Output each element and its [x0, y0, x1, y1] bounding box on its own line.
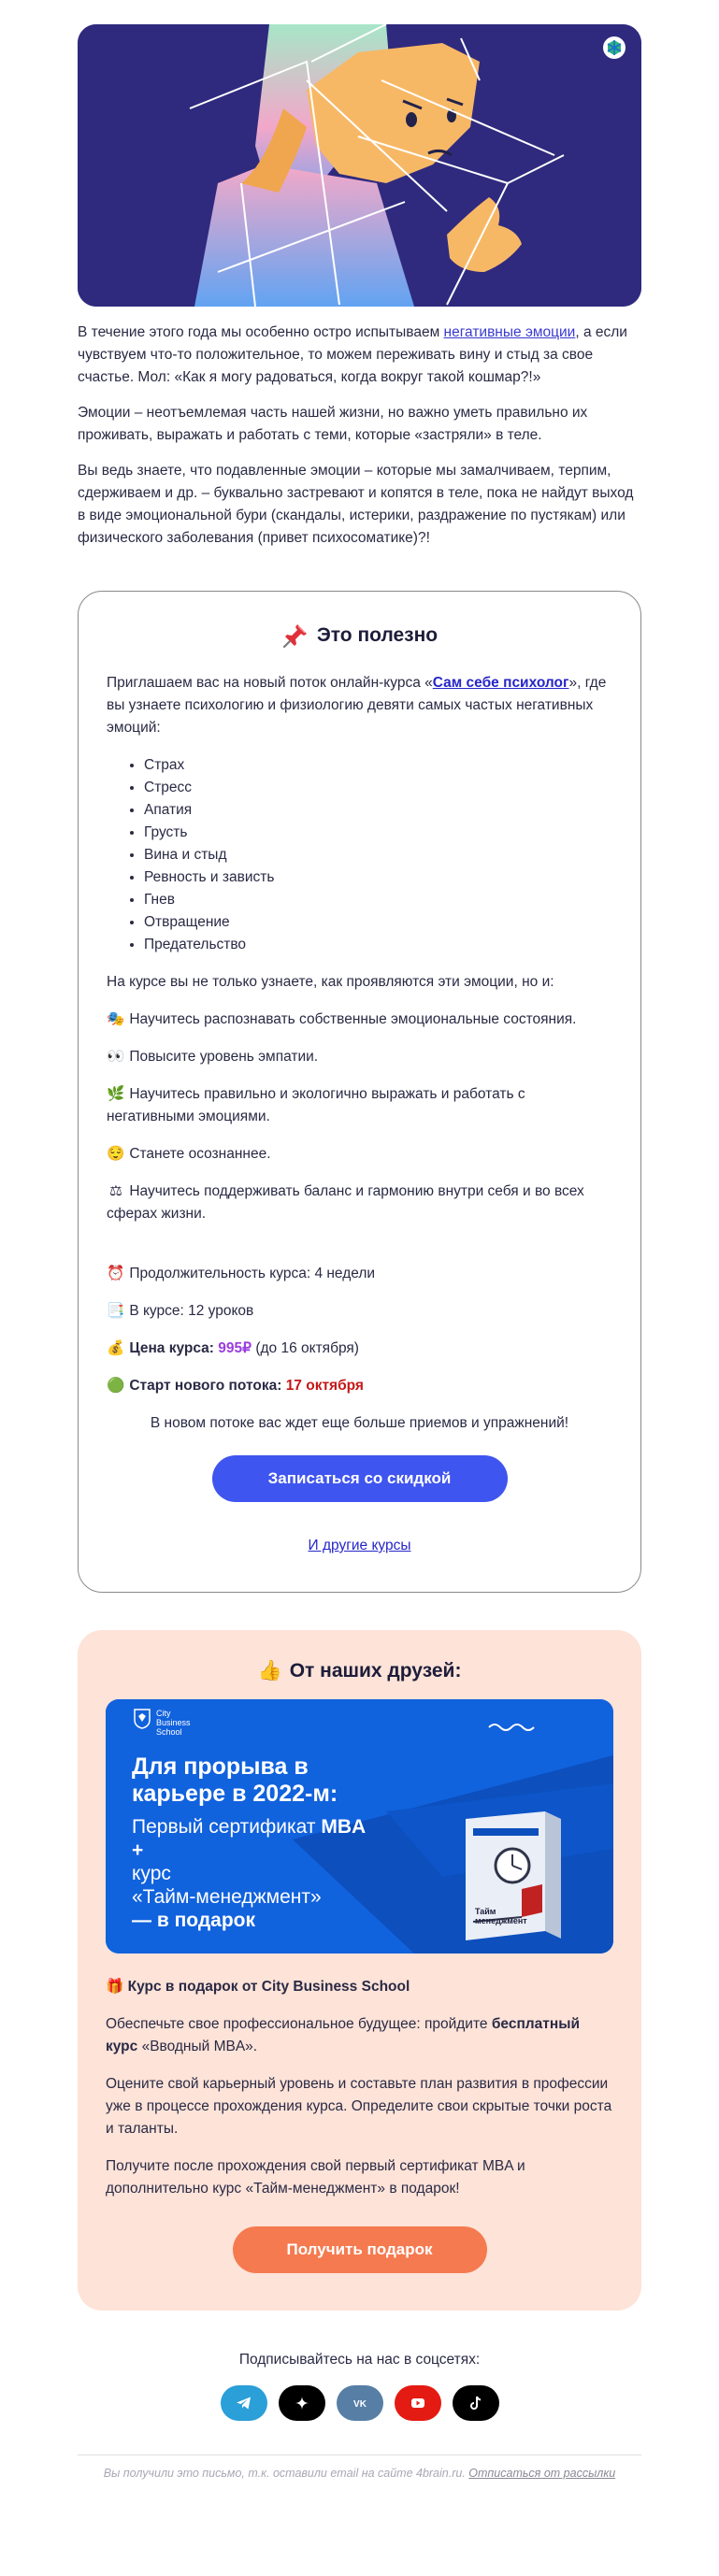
- get-gift-button[interactable]: Получить подарок: [233, 2226, 487, 2273]
- green-circle-icon: 🟢: [107, 1378, 125, 1394]
- friends-card-title: [106, 1660, 613, 1682]
- youtube-button[interactable]: [395, 2385, 441, 2421]
- price-label: Цена курса:: [129, 1340, 214, 1356]
- friends-text: «Вводный MBA».: [137, 2039, 258, 2054]
- footer-text: Вы получили это письмо, т.к. оставили email на сайте 4brain.ru.: [103, 2467, 466, 2480]
- bookmark-tabs-icon: 📑: [107, 1303, 125, 1319]
- youtube-icon: [409, 2394, 427, 2412]
- benefit-item: [107, 1143, 612, 1166]
- brain-logo-icon: [602, 36, 626, 60]
- start-date: 17 октября: [285, 1378, 364, 1394]
- benefits-intro: На курсе вы не только узнаете, как проявляются эти эмоции, но и:: [107, 974, 554, 990]
- list-item: • Предательство: [144, 934, 612, 956]
- useful-card: [78, 591, 641, 1593]
- lessons-text: В курсе: 12 уроков: [129, 1303, 254, 1319]
- gift-line: [106, 1976, 613, 1998]
- emotions-list: [107, 754, 612, 956]
- gift-icon: 🎁: [106, 1979, 124, 1995]
- relieved-face-icon: 😌: [107, 1146, 125, 1162]
- benefit-item: [107, 1046, 612, 1068]
- hero-illustration: [78, 24, 641, 307]
- enroll-discount-button[interactable]: Записаться со скидкой: [212, 1455, 508, 1502]
- social-title: Подписывайтесь на нас в соцсетях:: [238, 2352, 481, 2368]
- benefit-item: [107, 1009, 612, 1031]
- friends-paragraph-1: [106, 2013, 613, 2058]
- free-course-label: бесплатный курс: [106, 2016, 580, 2054]
- brand-text: Business: [156, 1718, 191, 1727]
- tiktok-icon: [467, 2394, 485, 2412]
- course-duration: [107, 1263, 612, 1285]
- start-label: Старт нового потока:: [129, 1378, 282, 1394]
- duration-text: Продолжительность курса: 4 недели: [129, 1266, 376, 1281]
- benefit-text: Научитесь правильно и экологично выражать и работать с негативными эмоциями.: [107, 1086, 525, 1124]
- headline-line: Для прорыва в: [132, 1753, 309, 1780]
- zen-icon: [293, 2394, 311, 2412]
- friends-paragraph-3: Получите после прохождения свой первый сертификат MBA и дополнительно курс «Тайм-менеджмент» в подарок!: [106, 2158, 525, 2197]
- benefit-item: [107, 1181, 612, 1225]
- leaf-icon: 🌿: [107, 1086, 125, 1102]
- eyes-icon: 👀: [107, 1049, 125, 1065]
- thumbs-up-icon: 👍: [257, 1660, 282, 1682]
- vk-button[interactable]: [337, 2385, 383, 2421]
- friends-paragraph-2: Оцените свой карьерный уровень и составьте план развития в профессии уже в процессе прохождения курса. Определите свои скрытые точки роста и таланты.: [106, 2076, 612, 2137]
- intro-paragraph-3: Вы ведь знаете, что подавленные эмоции – которые мы замалчиваем, терпим, сдерживаем и др. – буквально застревают и копятся в теле, пока не найдут выход в виде эмоциональной бури (скандалы, истерики, раздражение по пустякам) или физического заболевания (привет психосоматике)?!: [78, 463, 634, 546]
- footer: [78, 2454, 641, 2498]
- cbs-promo-banner[interactable]: [106, 1699, 613, 1953]
- list-item: • Отвращение: [144, 911, 612, 934]
- useful-card-title: [107, 622, 612, 650]
- course-start: [107, 1375, 612, 1397]
- sub-text-bold: MBA: [321, 1816, 367, 1838]
- cbs-logo: [134, 1709, 191, 1737]
- scales-icon: ⚖: [109, 1183, 122, 1199]
- telegram-button[interactable]: [221, 2385, 267, 2421]
- list-item: • Вина и стыд: [144, 844, 612, 866]
- email-container: [78, 0, 641, 2498]
- list-item: • Ревность и зависть: [144, 866, 612, 889]
- course-link[interactable]: Сам себе психолог: [432, 675, 569, 691]
- brand-text: School: [156, 1727, 182, 1737]
- other-courses-link[interactable]: И другие курсы: [308, 1538, 411, 1553]
- alarm-clock-icon: ⏰: [107, 1266, 125, 1281]
- benefit-text: Станете осознаннее.: [129, 1146, 271, 1162]
- course-box-image: [456, 1810, 568, 1948]
- hero-art: [78, 24, 641, 307]
- zen-button[interactable]: [279, 2385, 325, 2421]
- new-stream-note: В новом потоке вас ждет еще больше приемов и упражнений!: [150, 1415, 569, 1431]
- benefit-text: Повысите уровень эмпатии.: [129, 1049, 319, 1065]
- course-price: [107, 1338, 612, 1360]
- price-value: 995₽: [218, 1340, 252, 1356]
- sub-line: — в подарок: [132, 1910, 255, 1931]
- headline-line: карьере в 2022-м:: [132, 1781, 338, 1807]
- box-title: Тайм менеджмент: [475, 1907, 527, 1925]
- sub-line: «Тайм-менеджмент»: [132, 1886, 322, 1908]
- friends-card: [78, 1630, 641, 2311]
- intro-text: , а если чувствуем что-то положительное, то можем переживать вину и стыд за свое счастье. Мол: «Как я могу радоваться, когда вокруг такой кошмар?!»: [78, 324, 627, 385]
- telegram-icon: [235, 2394, 253, 2412]
- money-bag-icon: 💰: [107, 1340, 125, 1356]
- intro-paragraph-2: Эмоции – неотъемлемая часть нашей жизни, но важно уметь правильно их проживать, выражать и работать с теми, которые «застряли» в теле.: [78, 405, 588, 443]
- list-item: • Апатия: [144, 799, 612, 822]
- spacer: [107, 1240, 612, 1263]
- sub-text: Первый сертификат: [132, 1816, 316, 1838]
- social-links: [78, 2385, 641, 2421]
- benefit-text: Научитесь поддерживать баланс и гармонию внутри себя и во всех сферах жизни.: [107, 1183, 584, 1222]
- gift-title: Курс в подарок от City Business School: [127, 1979, 410, 1995]
- friends-text: Обеспечьте свое профессиональное будущее: пройдите: [106, 2016, 492, 2032]
- price-note: (до 16 октября): [255, 1340, 359, 1356]
- pin-icon: [281, 622, 309, 650]
- course-invite: [107, 672, 612, 739]
- tiktok-button[interactable]: [453, 2385, 499, 2421]
- list-item: • Гнев: [144, 889, 612, 911]
- intro-paragraph-1: [78, 322, 641, 389]
- sub-line: [132, 1815, 440, 1839]
- negative-emotions-link[interactable]: негативные эмоции: [443, 324, 576, 340]
- sub-line: +: [132, 1839, 144, 1861]
- benefit-text: Научитесь распознавать собственные эмоциональные состояния.: [129, 1011, 577, 1027]
- banner-subtext: [132, 1815, 440, 1932]
- brand-text: City: [156, 1709, 171, 1718]
- list-item: • Стресс: [144, 777, 612, 799]
- sub-line: курс: [132, 1863, 171, 1884]
- banner-headline: [132, 1753, 440, 1808]
- mask-icon: 🎭: [107, 1011, 125, 1027]
- invite-text: », где вы узнаете психологию и физиологию девяти самых частых негативных эмоций:: [107, 675, 607, 736]
- svg-text:VK: VK: [352, 2399, 367, 2410]
- intro-text: В течение этого года мы особенно остро испытываем: [78, 324, 444, 340]
- friends-title-text: От наших друзей:: [289, 1660, 462, 1682]
- course-lessons: [107, 1300, 612, 1323]
- benefit-item: [107, 1083, 612, 1128]
- intro-section: [78, 322, 641, 550]
- invite-text: Приглашаем вас на новый поток онлайн-курса «: [107, 675, 433, 691]
- useful-title-text: Это полезно: [316, 624, 439, 646]
- vk-icon: [351, 2394, 369, 2412]
- list-item: • Страх: [144, 754, 612, 777]
- unsubscribe-link[interactable]: Отписаться от рассылки: [468, 2467, 616, 2480]
- shield-icon: [134, 1709, 151, 1729]
- list-item: • Грусть: [144, 822, 612, 844]
